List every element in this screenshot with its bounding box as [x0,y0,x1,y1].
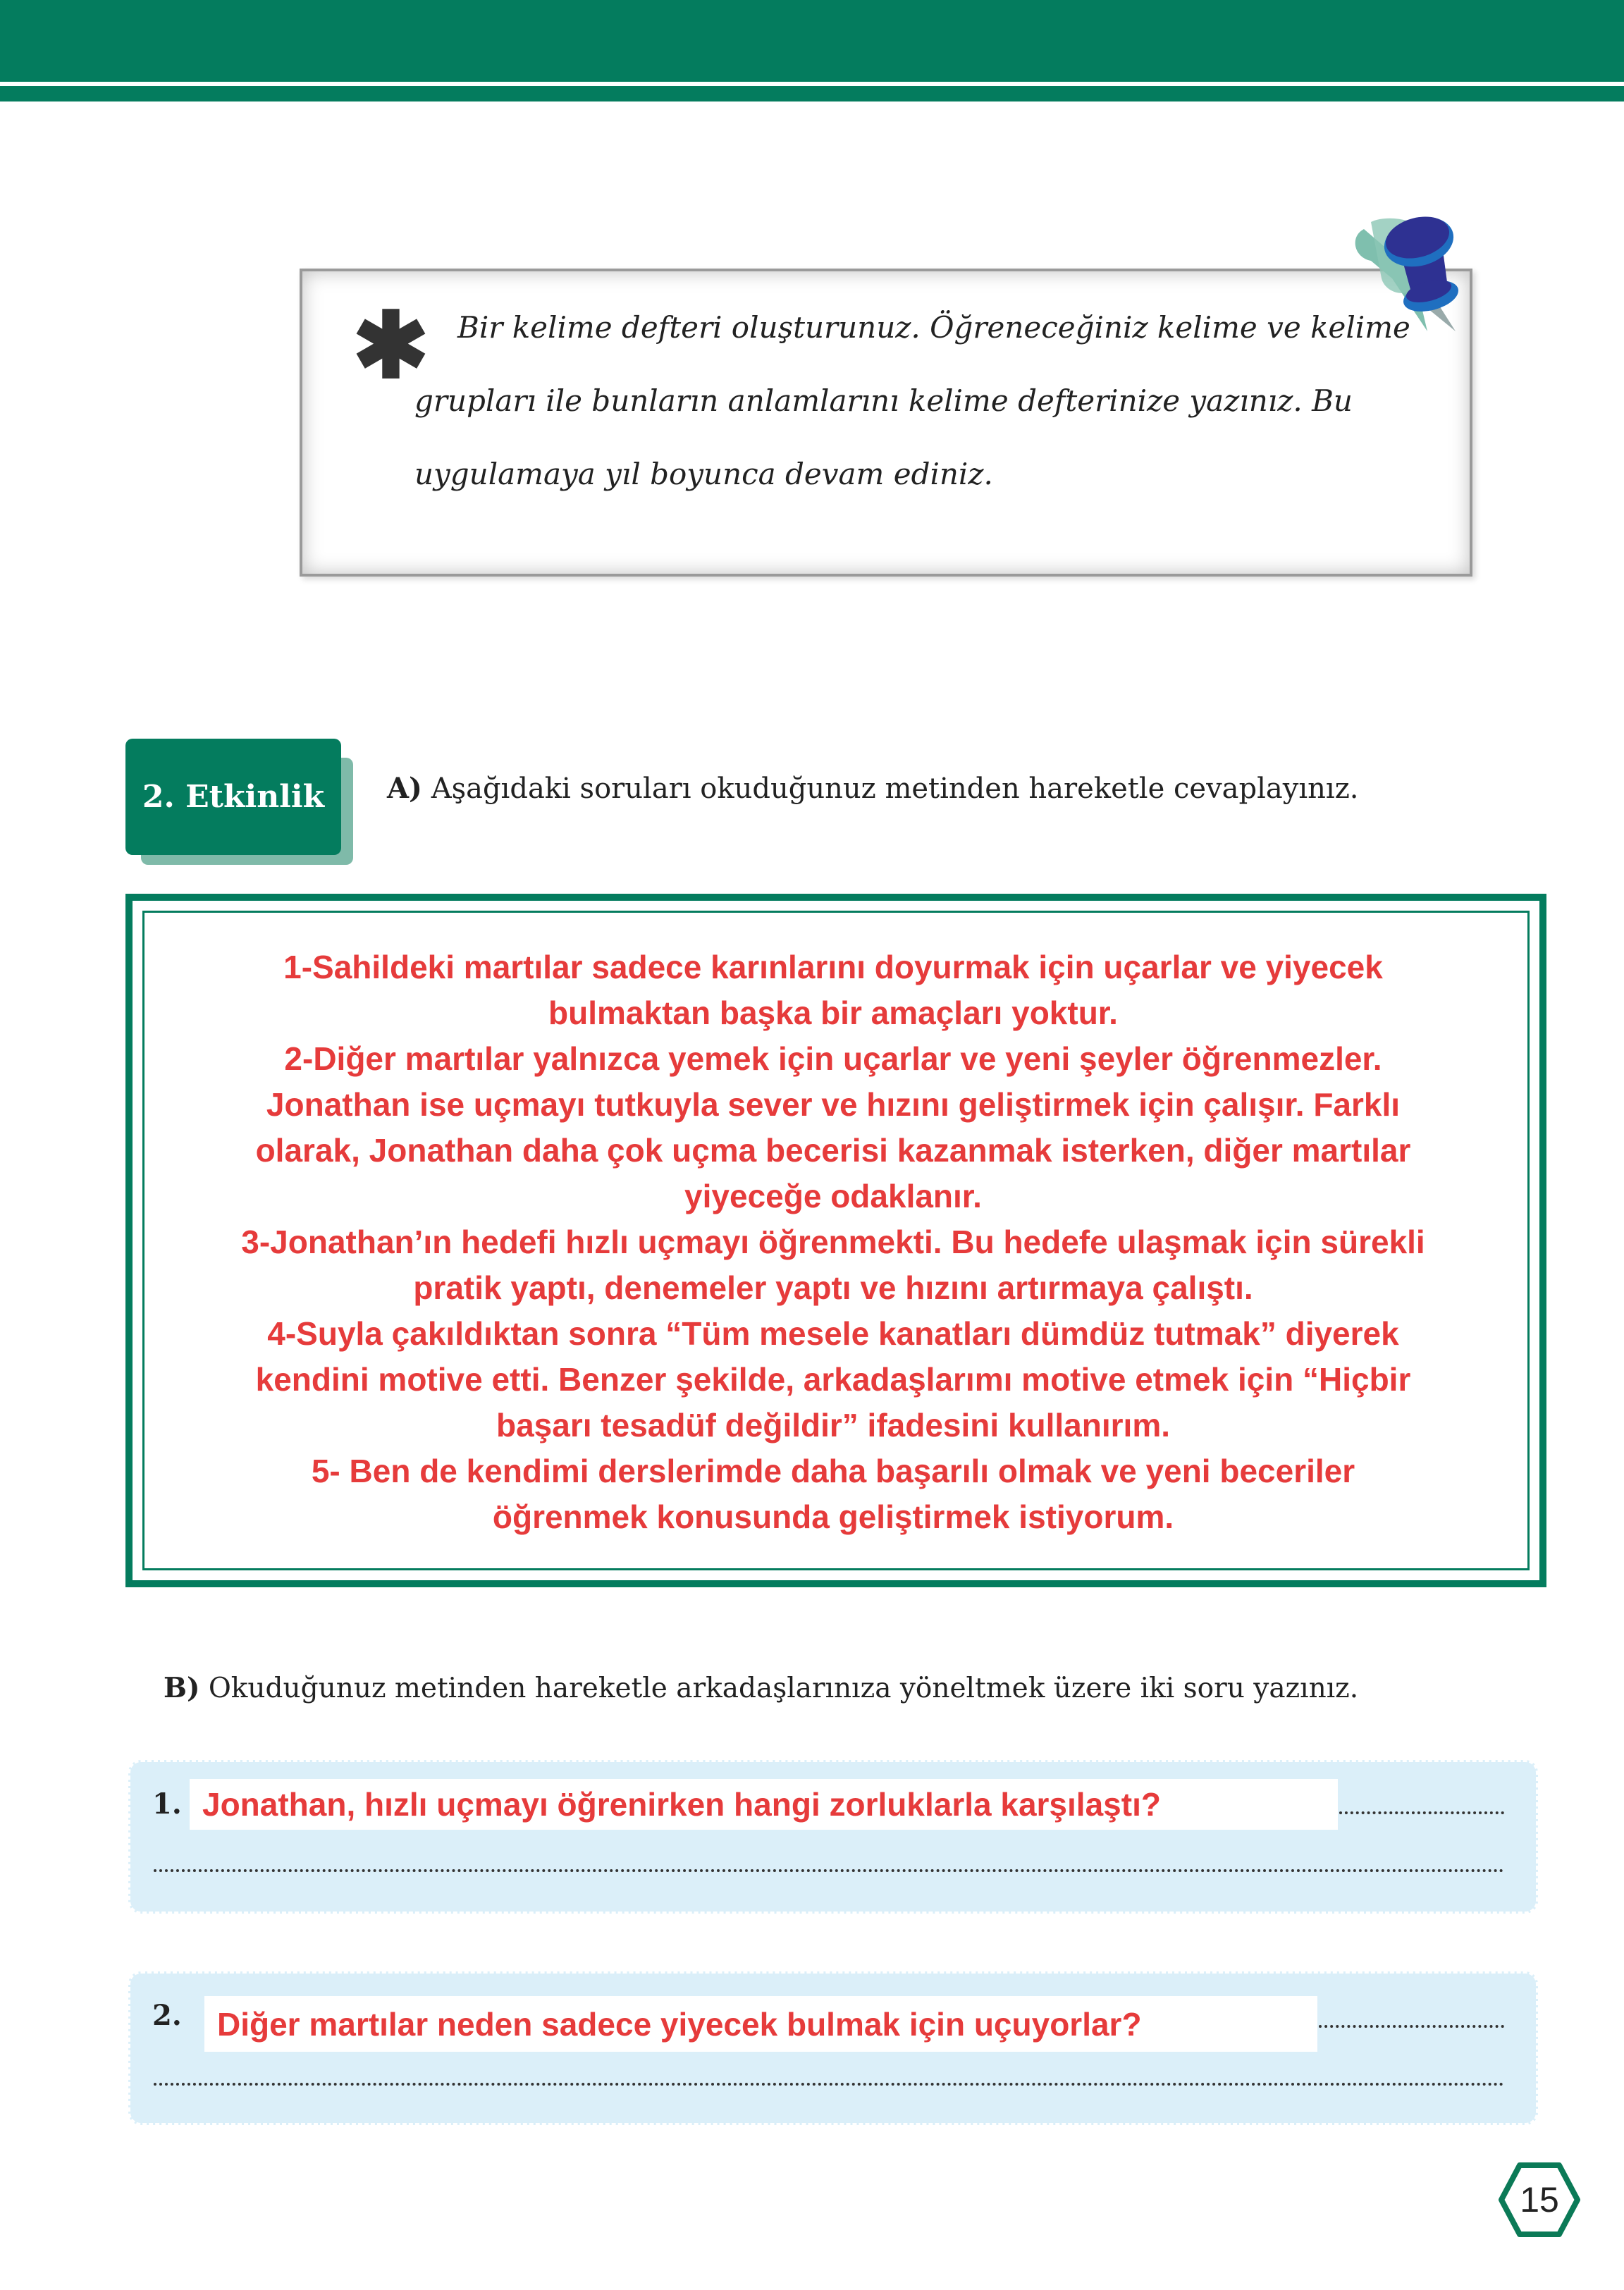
answer-dotted-line [1339,1811,1504,1814]
question-text[interactable]: Jonathan, hızlı uçmayı öğrenirken hangi zorluklarla karşılaştı? [190,1779,1338,1830]
answer-line: 5- Ben de kendimi derslerimde daha başarılı olmak ve yeni beceriler [311,1453,1355,1489]
answer-line: 3-Jonathan’ın hedefi hızlı uçmayı öğrenmekti. Bu hedefe ulaşmak için sürekli [241,1224,1425,1260]
part-b-text: Okuduğunuz metinden hareketle arkadaşlarınıza yöneltmek üzere iki soru yazınız. [208,1673,1359,1704]
note-line: uygulamaya yıl boyunca devam ediniz. [414,457,993,491]
answer-line: bulmaktan başka bir amaçları yoktur. [548,995,1118,1031]
page-number: 15 [1520,2180,1559,2220]
answer-line: 1-Sahildeki martılar sadece karınlarını doyurmak için uçarlar ve yiyecek [283,949,1383,985]
answer-text [0,944,1624,1540]
answer-dotted-line [154,1869,1504,1872]
answer-line: 4-Suyla çakıldıktan sonra “Tüm mesele kanatları dümdüz tutmak” diyerek [267,1315,1399,1352]
answer-line: yiyeceğe odaklanır. [684,1178,982,1214]
part-a-instruction [387,772,1359,805]
answer-line: olarak, Jonathan daha çok uçma becerisi kazanmak isterken, diğer martılar [255,1132,1411,1169]
part-b-instruction [164,1672,1358,1704]
answer-line: öğrenmek konusunda geliştirmek istiyorum. [492,1498,1174,1535]
header-band [0,0,1624,82]
activity-badge: 2. Etkinlik [125,739,341,855]
pushpin-icon [1343,201,1466,335]
answer-line: 2-Diğer martılar yalnızca yemek için uçarlar ve yeni şeyler öğrenmezler. [284,1040,1382,1077]
answer-line: Jonathan ise uçmayı tutkuyla sever ve hızını geliştirmek için çalışır. Farklı [266,1086,1401,1123]
answer-line: pratik yaptı, denemeler yaptı ve hızını artırmaya çalıştı. [413,1269,1253,1306]
asterisk-icon: ✱ [352,294,429,397]
answer-dotted-line [1319,2025,1504,2028]
question-number: 1. [152,1787,182,1821]
answer-line: kendini motive etti. Benzer şekilde, arkadaşlarımı motive etmek için “Hiçbir [255,1361,1411,1398]
part-b-marker: B) [164,1672,200,1704]
answer-line: başarı tesadüf değildir” ifadesini kullanırım. [496,1407,1171,1443]
note-line: Bir kelime defteri oluşturunuz. Öğreneceğiniz kelime ve kelime [457,310,1410,345]
question-number: 2. [152,1999,182,2032]
header-stripe [0,86,1624,101]
note-line: grupları ile bunların anlamlarını kelime defterinize yazınız. Bu [414,383,1353,418]
answer-dotted-line [154,2083,1504,2086]
question-text[interactable]: Diğer martılar neden sadece yiyecek bulmak için uçuyorlar? [204,1996,1317,2052]
part-a-text: Aşağıdaki soruları okuduğunuz metinden hareketle cevaplayınız. [431,772,1359,805]
part-a-marker: A) [387,772,422,805]
